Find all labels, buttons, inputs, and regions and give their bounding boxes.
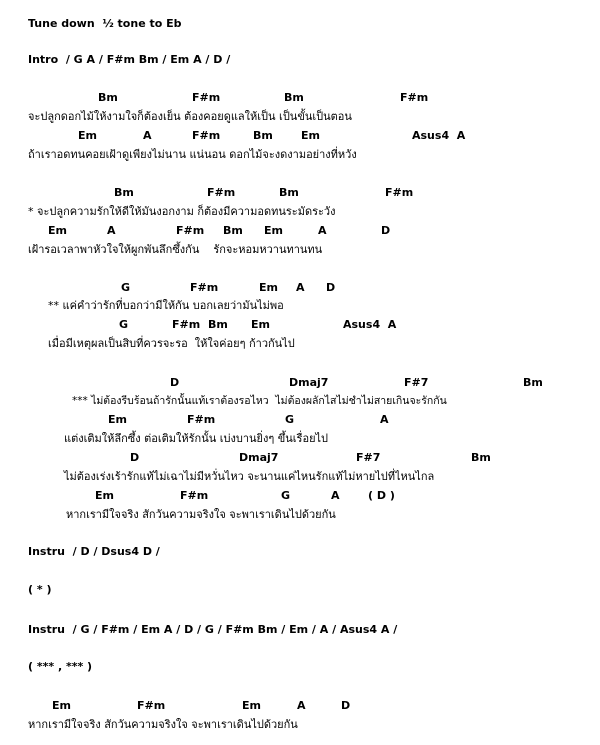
chord: Dmaj7 [289, 376, 329, 389]
chord: D [381, 224, 391, 237]
lyric-line: แต่งเติมให้ลึกซึ้ง ต่อเติมให้รักนั้น เบ่งบานยิ่งๆ ขึ้นเรื่อยไป [64, 432, 329, 445]
chord: F#m [172, 318, 201, 331]
chord: Em [48, 224, 67, 237]
repeat-marker: ( *** , *** ) [28, 660, 93, 673]
chord: F#m [176, 224, 205, 237]
chord: F#m [400, 91, 429, 104]
lyric-line: ถ้าเราอดทนคอยเฝ้าดูเพียงไม่นาน แน่นอน ดอกไม้จะงดงามอย่างที่หวัง [28, 148, 357, 161]
lyric-line: ไม่ต้องเร่งเร้ารักแท้ไม่เฉาไม่มีหวั่นไหว จะนานแค่ไหนรักแท้ไม่หายไปที่ไหนไกล [64, 470, 435, 483]
chord: ( D ) [368, 489, 395, 502]
chord: F#7 [404, 376, 429, 389]
chord: Bm [523, 376, 543, 389]
tuning-note: Tune down ½ tone to Eb [28, 17, 182, 30]
chord: A [297, 699, 306, 712]
chord: Bm [114, 186, 134, 199]
chord: Bm [208, 318, 228, 331]
chord: Em [95, 489, 114, 502]
lyric-line: จะปลูกดอกไม้ให้งามใจก็ต้องเย็น ต้องคอยดูแลให้เป็น เป็นขั้นเป็นตอน [28, 110, 352, 123]
chord: Em [259, 281, 278, 294]
lyric-line: * จะปลูกความรักให้ดีให้มันงอกงาม ก็ต้องมีความอดทนระมัดระวัง [28, 205, 336, 218]
lyric-line: *** ไม่ต้องรีบร้อนถ้ารักนั้นแท้เราต้องรอไหว ไม่ต้องผลักไสไม่ชำไม่สายเกินจะรักกัน [72, 395, 447, 407]
chord: A [318, 224, 327, 237]
intro-line: Intro / G A / F#m Bm / Em A / D / [28, 53, 231, 66]
chord: G [285, 413, 295, 426]
chord: Em [52, 699, 71, 712]
chord: Bm [253, 129, 273, 142]
chord: Bm [98, 91, 118, 104]
chord: F#m [385, 186, 414, 199]
chord: Em [301, 129, 320, 142]
chord: Bm [471, 451, 491, 464]
chord: Dmaj7 [239, 451, 279, 464]
lyric-line: หากเรามีใจจริง สักวันความจริงใจ จะพาเราเดินไปด้วยกัน [28, 718, 298, 731]
chord: A [143, 129, 152, 142]
repeat-marker: ( * ) [28, 583, 52, 596]
chord: G [119, 318, 129, 331]
chord: F#m [187, 413, 216, 426]
chord: Bm [284, 91, 304, 104]
chord: Bm [223, 224, 243, 237]
lyric-line: หากเรามีใจจริง สักวันความจริงใจ จะพาเราเดินไปด้วยกัน [66, 508, 336, 521]
chord: Em [108, 413, 127, 426]
chord: F#m [190, 281, 219, 294]
chord: G [281, 489, 291, 502]
chord: Em [251, 318, 270, 331]
lyric-line: ** แค่คำว่ารักที่บอกว่ามีให้กัน บอกเลยว่ามันไม่พอ [48, 299, 284, 312]
lyric-line: เฝ้ารอเวลาพาหัวใจให้ผูกพันลึกซึ้งกัน รักจะหอมหวานทานทน [28, 243, 323, 256]
instrumental-line: Instru / D / Dsus4 D / [28, 545, 160, 558]
chord: Em [242, 699, 261, 712]
chord: G [121, 281, 131, 294]
chord: A [331, 489, 340, 502]
chord: A [380, 413, 389, 426]
chord: A [107, 224, 116, 237]
chord: Asus4 A [343, 318, 397, 331]
chord: D [130, 451, 140, 464]
instrumental-line: Instru / G / F#m / Em A / D / G / F#m Bm / Em / A / Asus4 A / [28, 623, 398, 636]
chord: A [296, 281, 305, 294]
chord: Em [264, 224, 283, 237]
chord: F#m [192, 91, 221, 104]
chord: F#m [137, 699, 166, 712]
chord: F#m [192, 129, 221, 142]
chord: D [326, 281, 336, 294]
chord: D [341, 699, 351, 712]
chord: D [170, 376, 180, 389]
chord: F#m [207, 186, 236, 199]
chord: Bm [279, 186, 299, 199]
chord: Em [78, 129, 97, 142]
lyric-line: เมื่อมีเหตุผลเป็นสิบที่ควรจะรอ ให้ใจค่อยๆ ก้าวกันไป [48, 337, 295, 350]
chord: F#7 [356, 451, 381, 464]
chord: Asus4 A [412, 129, 466, 142]
chord: F#m [180, 489, 209, 502]
